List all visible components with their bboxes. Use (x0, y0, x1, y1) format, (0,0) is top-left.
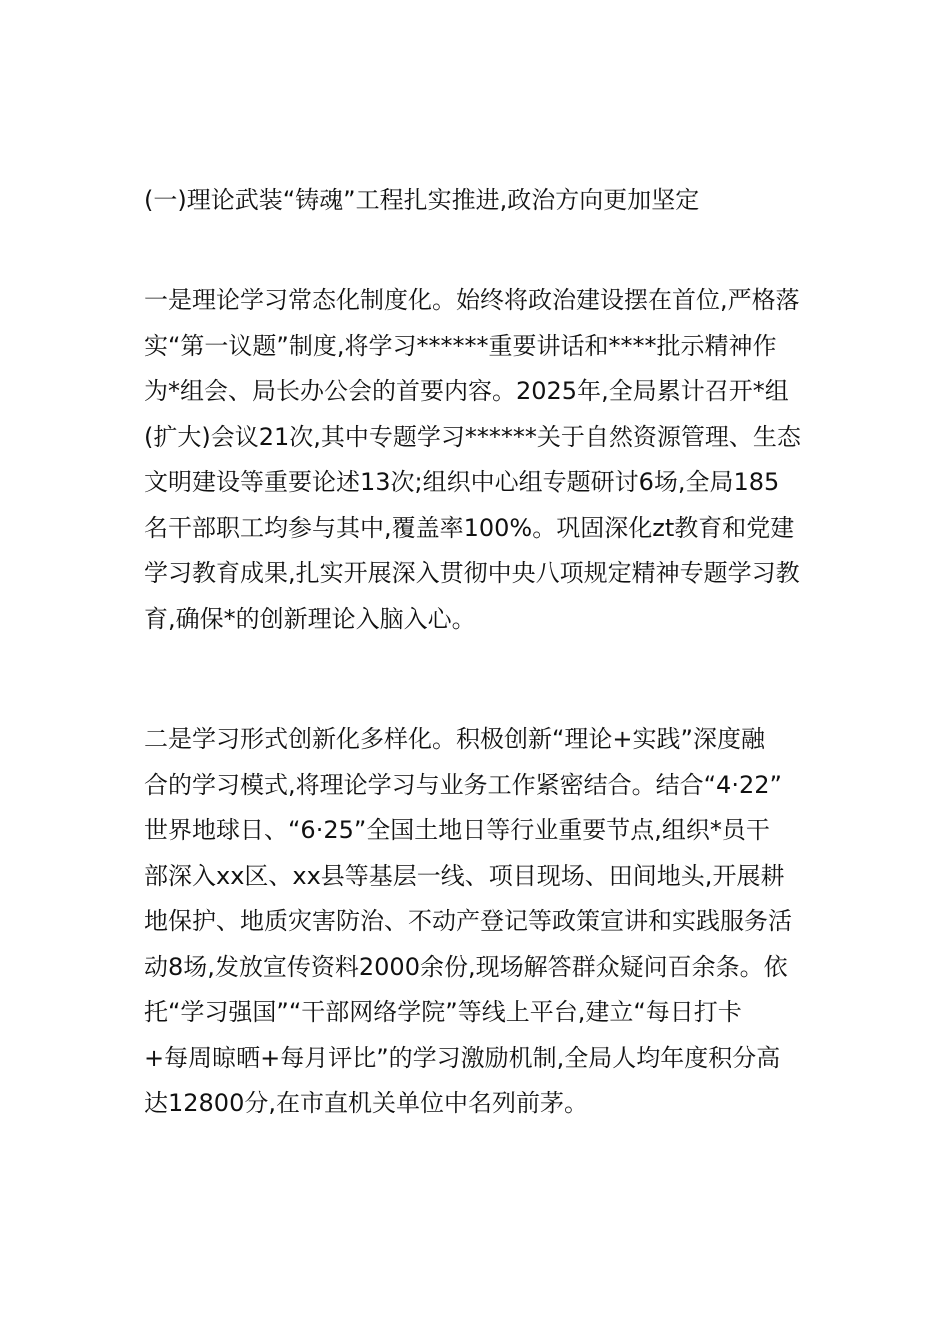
paragraph-line: +每周晾晒+每月评比”的学习激励机制,全局人均年度积分高 (144, 1043, 781, 1072)
paragraph-line: 文明建设等重要论述13次;组织中心组专题研讨6场,全局185 (144, 468, 780, 496)
paragraph-line: 实“第一议题”制度,将学习******重要讲话和****批示精神作 (144, 331, 777, 360)
paragraph-line: 地保护、地质灾害防治、不动产登记等政策宣讲和实践服务活 (144, 907, 792, 935)
paragraph-study-forms (144, 717, 808, 1127)
paragraph-line: 合的学习模式,将理论学习与业务工作紧密结合。结合“4·22” (144, 770, 782, 799)
paragraph-line: 为*组会、局长办公会的首要内容。2025年,全局累计召开*组 (144, 377, 789, 405)
paragraph-line: 育,确保*的创新理论入脑入心。 (144, 604, 476, 633)
paragraph-line: 二是学习形式创新化多样化。积极创新“理论+实践”深度融 (144, 725, 765, 753)
paragraph-line: 动8场,发放宣传资料2000余份,现场解答群众疑问百余条。依 (144, 952, 788, 981)
paragraph-line: 学习教育成果,扎实开展深入贯彻中央八项规定精神专题学习教 (144, 559, 800, 587)
paragraph-theory-study (144, 278, 808, 642)
section-heading: (一)理论武装“铸魂”工程扎实推进,政治方向更加坚定 (144, 186, 700, 214)
paragraph-line: 一是理论学习常态化制度化。始终将政治建设摆在首位,严格落 (144, 286, 800, 314)
paragraph-line: 世界地球日、“6·25”全国土地日等行业重要节点,组织*员干 (144, 816, 770, 844)
paragraph-line: 名干部职工均参与其中,覆盖率100%。巩固深化zt教育和党建 (144, 513, 795, 542)
paragraph-line: 部深入xx区、xx县等基层一线、项目现场、田间地头,开展耕 (144, 861, 785, 890)
paragraph-line: 托“学习强国”“干部网络学院”等线上平台,建立“每日打卡 (144, 998, 742, 1026)
paragraph-line: 达12800分,在市直机关单位中名列前茅。 (144, 1089, 588, 1117)
paragraph-line: (扩大)会议21次,其中专题学习******关于自然资源管理、生态 (144, 422, 801, 451)
